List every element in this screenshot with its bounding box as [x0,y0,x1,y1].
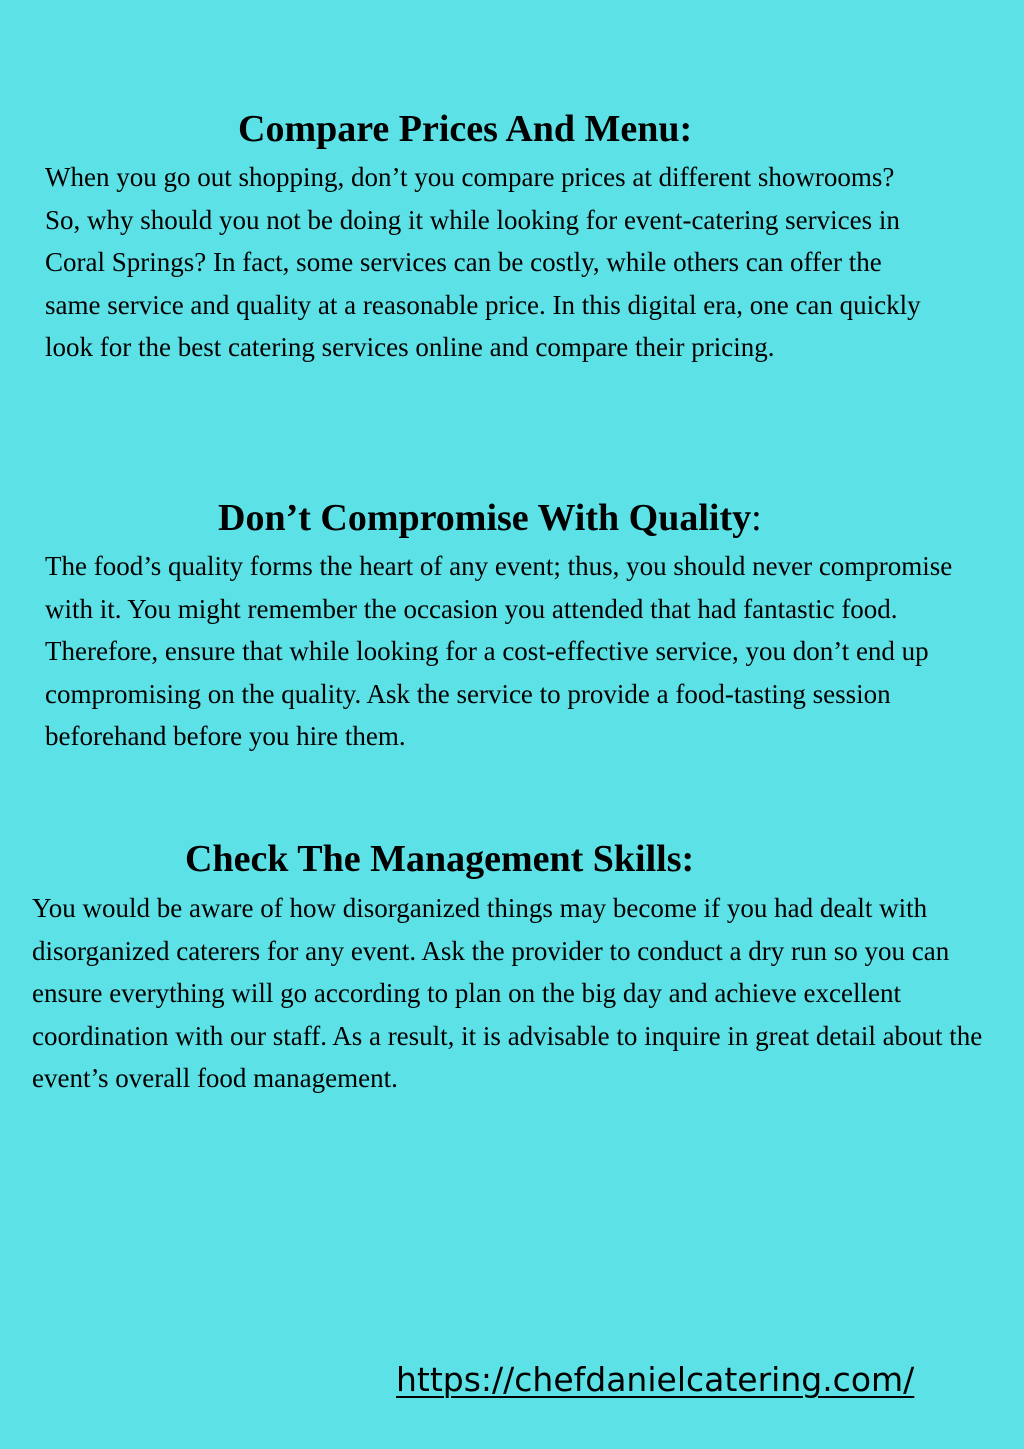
section-body-management: You would be aware of how disorganized things may become if you had dealt with disorganized caterers for any event. Ask the provider to conduct a dry run so you can ensure everything will go according to plan on the big day and achieve excellent coordination with our staff. As a result, it is advisable to inquire in great detail about the event’s overall food management. [32,893,983,1093]
section-heading-text: Don’t Compromise With Quality [218,497,752,539]
section-heading-compare-prices [238,106,692,152]
section-heading-suffix: : [751,497,762,539]
section-body-quality: The food’s quality forms the heart of any event; thus, you should never compromise with it. You might remember the occasion you attended that had fantastic food. Therefore, ensure that while looking for a cost-effective service, you don’t end up compromising on the quality. Ask the service to provide a food-tasting session beforehand before you hire them. [45,551,953,751]
website-link[interactable]: https://chefdanielcatering.com/ [396,1360,915,1399]
section-body-compare-prices: When you go out shopping, don’t you compare prices at different showrooms? So, why should you not be doing it while looking for event-catering services in Coral Springs? In fact, some services can be costly, while others can offer the same service and quality at a reasonable price. In this digital era, one can quickly look for the best catering services online and compare their pricing. [45,162,921,362]
section-heading-text: Check The Management Skills: [185,838,695,880]
section-heading-quality [218,495,762,541]
section-heading-management [185,836,694,882]
section-heading-text: Compare Prices And Menu: [238,108,693,150]
